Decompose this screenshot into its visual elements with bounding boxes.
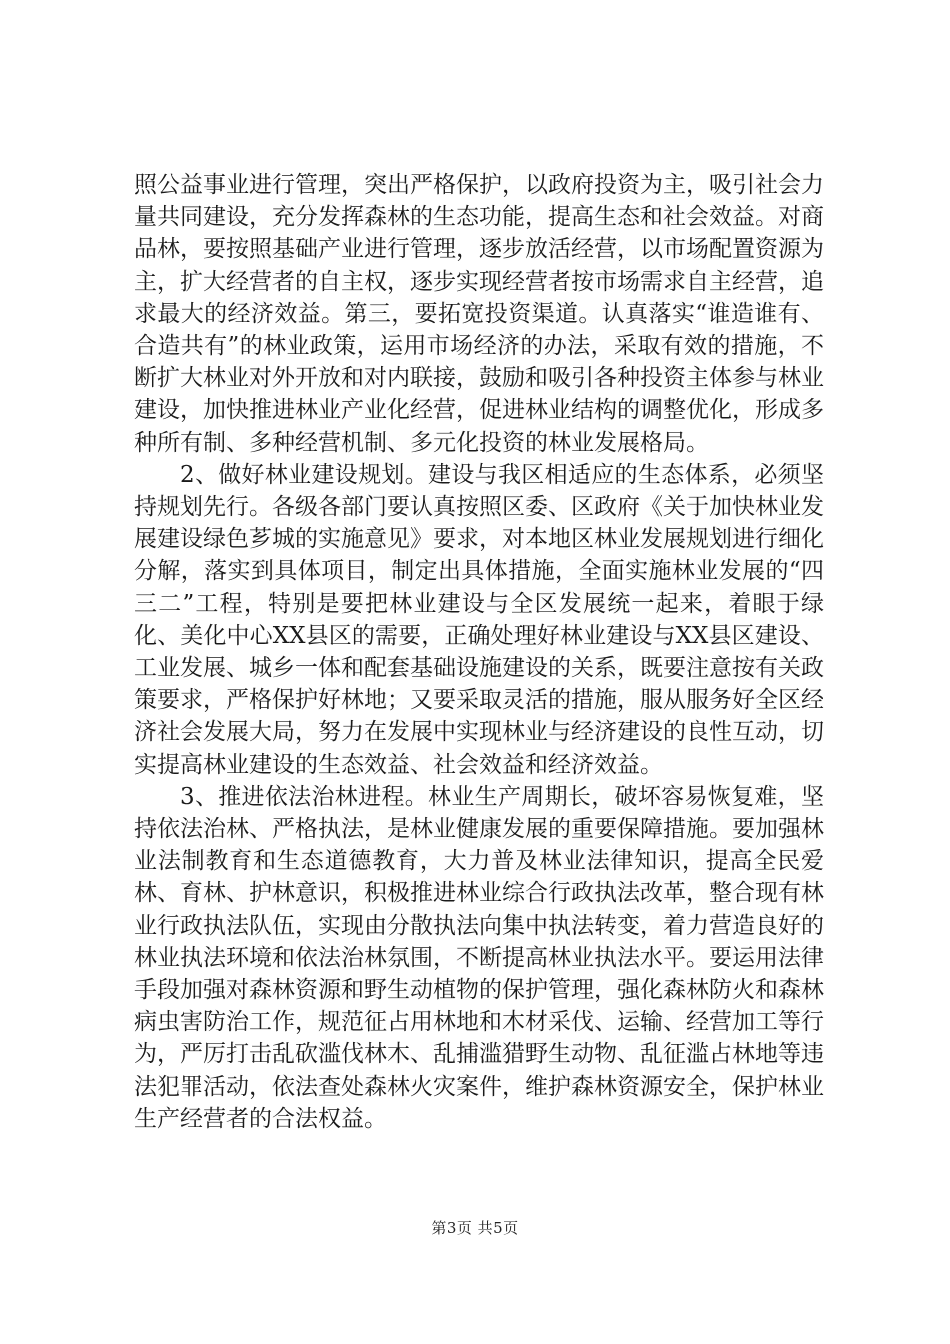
paragraph-continuation: 照公益事业进行管理，突出严格保护，以政府投资为主，吸引社会力量共同建设，充分发挥森林的生态功能，提高生态和社会效益。对商品林，要按照基础产业进行管理，逐步放活经营，以市场配置资源为主，扩大经营者的自主权，逐步实现经营者按市场需求自主经营，追求最大的经济效益。第三，要拓宽投资渠道。认真落实“谁造谁有、合造共有”的林业政策，运用市场经济的办法，采取有效的措施，不断扩大林业对外开放和对内联接，鼓励和吸引各种投资主体参与林业建设，加快推进林业产业化经营，促进林业结构的调整优化，形成多种所有制、多种经营机制、多元化投资的林业发展格局。 bbox=[134, 172, 824, 456]
paragraph-rule-of-law: 3、推进依法治林进程。林业生产周期长，破坏容易恢复难，坚持依法治林、严格执法，是林业健康发展的重要保障措施。要加强林业法制教育和生态道德教育，大力普及林业法律知识，提高全民爱林、育林、护林意识，积极推进林业综合行政执法改革，整合现有林业行政执法队伍，实现由分散执法向集中执法转变，着力营造良好的林业执法环境和依法治林氛围，不断提高林业执法水平。要运用法律手段加强对森林资源和野生动植物的保护管理，强化森林防火和森林病虫害防治工作，规范征占用林地和木材采伐、运输、经营加工等行为，严厉打击乱砍滥伐林木、乱捕滥猎野生动物、乱征滥占林地等违法犯罪活动，依法查处森林火灾案件，维护森林资源安全，保护林业生产经营者的合法权益。 bbox=[134, 783, 824, 1132]
page-number-footer: 第3页 共5页 bbox=[431, 1219, 519, 1237]
paragraph-forestry-planning: 2、做好林业建设规划。建设与我区相适应的生态体系，必须坚持规划先行。各级各部门要认真按照区委、区政府《关于加快林业发展建设绿色芗城的实施意见》要求，对本地区林业发展规划进行细化分解，落实到具体项目，制定出具体措施，全面实施林业发展的“四三二”工程，特别是要把林业建设与全区发展统一起来，着眼于绿化、美化中心XX县区的需要，正确处理好林业建设与XX县区建设、工业发展、城乡一体和配套基础设施建设的关系，既要注意按有关政策要求，严格保护好林地；又要采取灵活的措施，服从服务好全区经济社会发展大局，努力在发展中实现林业与经济建设的良性互动，切实提高林业建设的生态效益、社会效益和经济效益。 bbox=[134, 461, 824, 778]
document-body bbox=[134, 169, 824, 1135]
